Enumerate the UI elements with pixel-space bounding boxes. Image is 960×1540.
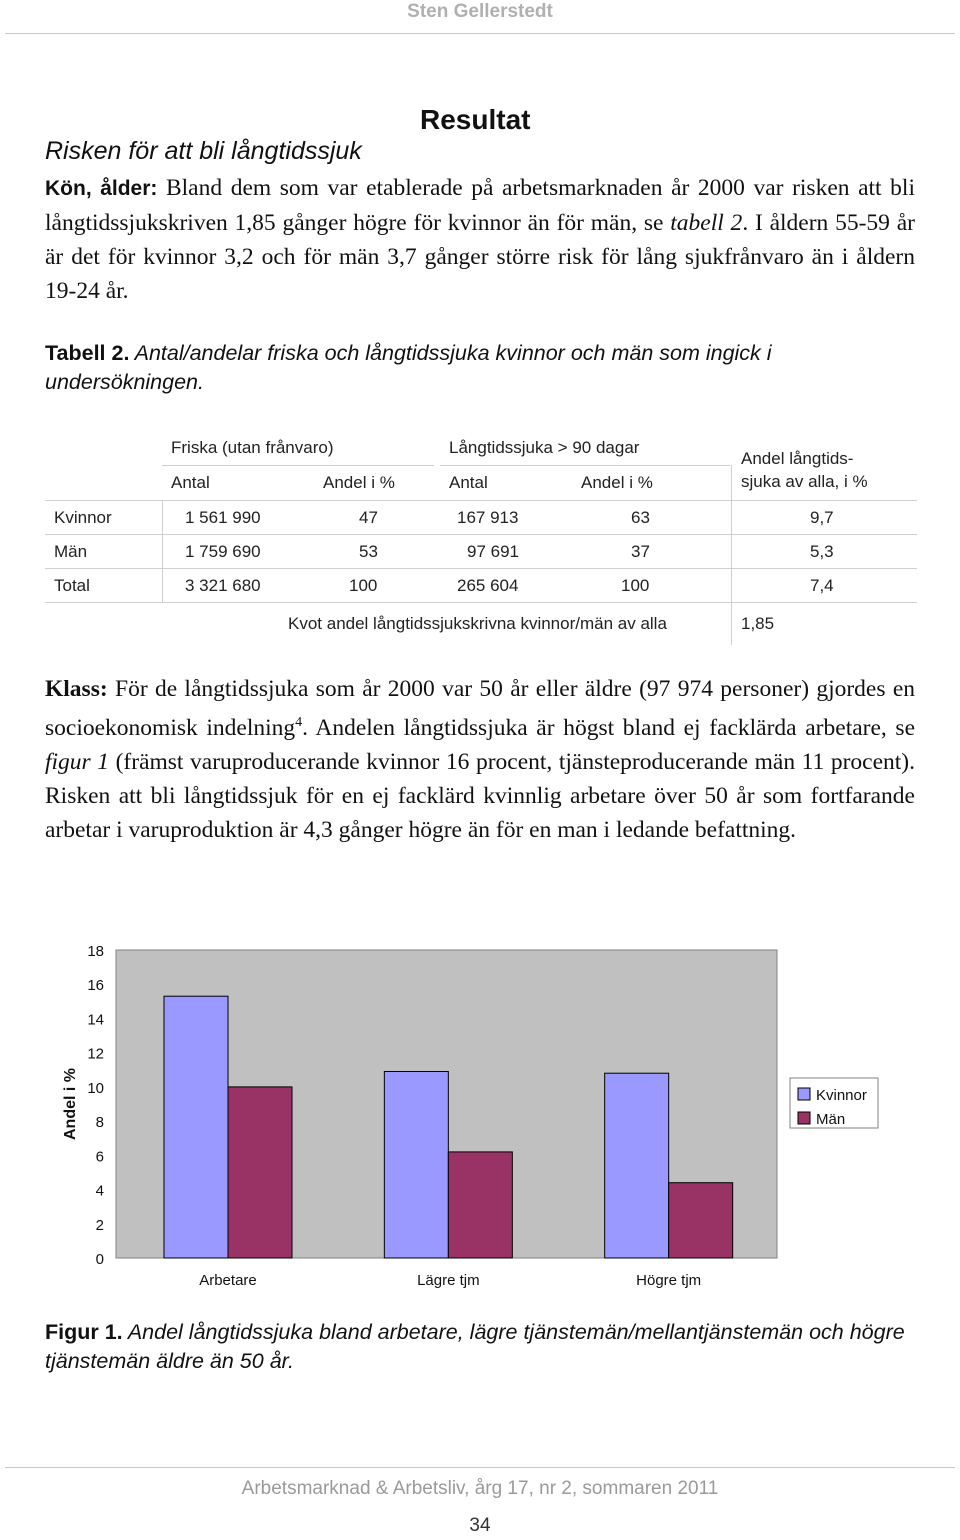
legend-swatch-kvinnor xyxy=(798,1088,810,1100)
y-tick-label: 16 xyxy=(87,977,104,995)
table-caption-text: Antal/andelar friska och långtidssjuka kvinnor och män som ingick i undersökningen. xyxy=(45,341,772,394)
table-rule xyxy=(45,534,917,535)
bar-män xyxy=(669,1183,733,1258)
header-share-line1: Andel långtids- xyxy=(741,449,854,468)
bar-kvinnor xyxy=(384,1071,448,1258)
x-tick-label: Lägre tjm xyxy=(417,1272,480,1289)
y-tick-label: 18 xyxy=(87,943,104,960)
y-tick-label: 8 xyxy=(95,1114,104,1132)
y-tick-label: 2 xyxy=(95,1216,104,1234)
cell: 37 xyxy=(631,542,650,561)
cell: 1 759 690 xyxy=(185,542,261,561)
y-axis-label: Andel i % xyxy=(62,1067,79,1141)
cell: 7,4 xyxy=(810,576,834,595)
paragraph-lead: Klass: xyxy=(45,676,108,702)
paragraph-text: . I åldern 55-59 år är det för kvinnor 3,2 och för män 3,7 gånger större risk för lång sjukfrånvaro än i åldern 19-24 år. xyxy=(45,210,915,304)
subheader-count: Antal xyxy=(171,473,210,492)
footer-journal: Arbetsmarknad & Arbetsliv, årg 17, nr 2, sommaren 2011 xyxy=(241,1478,719,1499)
y-tick-label: 14 xyxy=(87,1011,104,1029)
y-tick-label: 4 xyxy=(95,1182,104,1200)
ratio-label: Kvot andel långtidssjukskrivna kvinnor/män av alla xyxy=(288,614,667,633)
paragraph-lead: Kön, ålder: xyxy=(45,177,158,200)
ratio-value: 1,85 xyxy=(741,614,775,633)
bar-män xyxy=(228,1087,292,1258)
paragraph-class xyxy=(45,672,915,847)
figure-caption-label: Figur 1. xyxy=(45,1320,123,1344)
cell: 100 xyxy=(349,576,378,595)
figure-caption xyxy=(45,1318,915,1376)
cell: 9,7 xyxy=(810,508,834,527)
subheader-share: Andel i % xyxy=(323,473,395,492)
cell: 100 xyxy=(621,576,650,595)
figure-reference: figur 1 xyxy=(45,748,110,775)
cell: 265 604 xyxy=(457,576,519,595)
cell: 1 561 990 xyxy=(185,508,261,527)
cell: 3 321 680 xyxy=(185,576,261,595)
subheader-count: Antal xyxy=(449,473,488,492)
paragraph-text: (främst varuproducerande kvinnor 16 procent, tjänsteproducerande män 11 procent). Risken att bli långtidssjuk för en ej facklärd kvinnlig arbetare över 50 år som fortfarande arbetar i varuproduktion är 4,3 gånger högre än för en man i ledande befattning. xyxy=(45,748,915,843)
footer-rule xyxy=(5,1467,955,1468)
legend-label-män: Män xyxy=(816,1111,846,1128)
cell: 47 xyxy=(359,508,378,527)
table-rule xyxy=(440,465,730,466)
y-tick-label: 0 xyxy=(95,1251,104,1268)
x-tick-label: Högre tjm xyxy=(636,1272,702,1289)
section-title: Resultat xyxy=(420,104,531,135)
page-number: 34 xyxy=(469,1515,491,1536)
cell: 5,3 xyxy=(810,542,834,561)
legend-label-kvinnor: Kvinnor xyxy=(816,1087,867,1104)
footnote-marker: 4 xyxy=(295,715,303,730)
data-table xyxy=(0,425,960,650)
row-label: Män xyxy=(54,542,88,561)
bar-kvinnor xyxy=(605,1073,669,1258)
cell: 63 xyxy=(631,508,650,527)
cell: 167 913 xyxy=(457,508,519,527)
paragraph-text: Bland dem som var etablerade på arbetsmarknaden år 2000 var risken att bli långtidssjukskriven 1,85 gånger högre för kvinnor än för män, se xyxy=(45,175,915,236)
header-rule xyxy=(5,33,955,34)
cell: 97 691 xyxy=(467,542,519,561)
y-tick-label: 12 xyxy=(87,1045,104,1063)
figure-caption-text: Andel långtidssjuka bland arbetare, lägre tjänstemän/mellantjänstemän och högre tjänstemän äldre än 50 år. xyxy=(45,1320,905,1373)
row-label: Total xyxy=(54,576,90,595)
cell: 53 xyxy=(359,542,378,561)
table-rule xyxy=(731,465,732,645)
header-share-line2: sjuka av alla, i % xyxy=(741,472,868,491)
group-header-healthy: Friska (utan frånvaro) xyxy=(171,438,334,457)
table-rule xyxy=(162,500,163,602)
subheader-share: Andel i % xyxy=(581,473,653,492)
table-caption-label: Tabell 2. xyxy=(45,341,130,365)
subheading: Risken för att bli långtidssjuk xyxy=(45,137,362,165)
table-caption xyxy=(45,339,915,397)
paragraph-text: . Andelen långtidssjuka är högst bland ej facklärda arbetare, se xyxy=(302,714,915,741)
legend-swatch-män xyxy=(798,1112,810,1124)
bar-kvinnor xyxy=(164,996,228,1258)
table-rule xyxy=(45,500,917,501)
bar-chart xyxy=(0,930,960,1300)
table-rule xyxy=(45,602,917,603)
x-tick-label: Arbetare xyxy=(199,1272,257,1289)
row-label: Kvinnor xyxy=(54,508,112,527)
y-tick-label: 10 xyxy=(87,1079,104,1097)
table-rule xyxy=(162,465,434,466)
table-rule xyxy=(45,568,917,569)
running-head: Sten Gellerstedt xyxy=(407,1,553,22)
y-tick-label: 6 xyxy=(95,1148,104,1166)
group-header-longterm-sick: Långtidssjuka > 90 dagar xyxy=(449,438,640,457)
paragraph-gender-age xyxy=(45,171,915,308)
table-reference: tabell 2 xyxy=(670,210,743,236)
paragraph-text: För de långtidssjuka som år 2000 var 50 år eller äldre (97 974 personer) gjordes en socioekonomisk indelning xyxy=(45,676,915,741)
bar-män xyxy=(448,1152,512,1258)
